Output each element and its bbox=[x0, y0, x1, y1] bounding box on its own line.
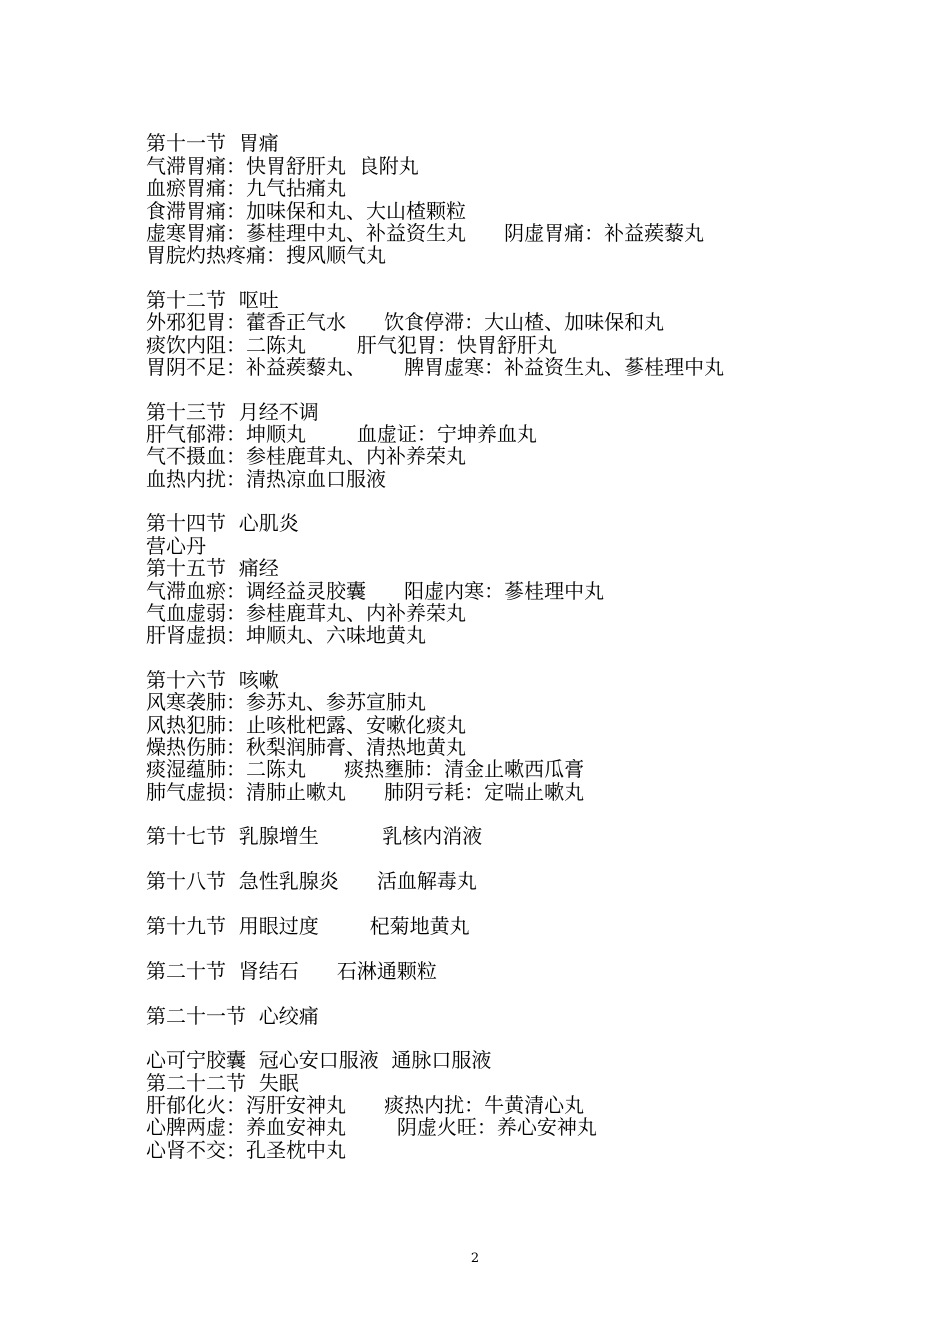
section-13-heading: 第十三节 月经不调 bbox=[146, 400, 319, 424]
section-18-heading: 第十八节 急性乳腺炎 活血解毒丸 bbox=[146, 869, 477, 893]
section-20-heading: 第二十节 肾结石 石淋通颗粒 bbox=[146, 959, 437, 983]
text-line: 虚寒胃痛：蔘桂理中丸、补益资生丸 阴虚胃痛：补益蒺藜丸 bbox=[146, 221, 705, 245]
text-line: 气不摄血：参桂鹿茸丸、内补养荣丸 bbox=[146, 444, 466, 468]
text-line: 食滞胃痛：加味保和丸、大山楂颗粒 bbox=[146, 199, 466, 223]
section-22-heading: 第二十二节 失眠 bbox=[146, 1071, 299, 1095]
text-line: 燥热伤肺：秋梨润肺膏、清热地黄丸 bbox=[146, 735, 466, 759]
text-line: 痰饮内阻：二陈丸 肝气犯胃：快胃舒肝丸 bbox=[146, 333, 557, 357]
text-line: 胃脘灼热疼痛：搜风顺气丸 bbox=[146, 243, 386, 267]
text-line: 营心丹 bbox=[146, 534, 206, 558]
section-21-heading: 第二十一节 心绞痛 bbox=[146, 1004, 319, 1028]
text-line: 风寒袭肺：参苏丸、参苏宣肺丸 bbox=[146, 690, 426, 714]
page-number: 2 bbox=[470, 1251, 480, 1266]
text-line: 气血虚弱：参桂鹿茸丸、内补养荣丸 bbox=[146, 601, 466, 625]
text-line: 心脾两虚：养血安神丸 阴虚火旺：养心安神丸 bbox=[146, 1115, 597, 1139]
section-11-heading: 第十一节 胃痛 bbox=[146, 131, 279, 155]
text-line: 心可宁胶囊 冠心安口服液 通脉口服液 bbox=[146, 1048, 492, 1072]
section-15-heading: 第十五节 痛经 bbox=[146, 556, 279, 580]
section-12-heading: 第十二节 呕吐 bbox=[146, 288, 279, 312]
text-line: 肝气郁滞：坤顺丸 血虚证：宁坤养血丸 bbox=[146, 422, 537, 446]
text-line: 血瘀胃痛：九气拈痛丸 bbox=[146, 176, 346, 200]
text-line: 风热犯肺：止咳枇杷露、安嗽化痰丸 bbox=[146, 713, 466, 737]
section-16-heading: 第十六节 咳嗽 bbox=[146, 668, 279, 692]
section-17-heading: 第十七节 乳腺增生 乳核内消液 bbox=[146, 824, 483, 848]
text-line: 心肾不交：孔圣枕中丸 bbox=[146, 1138, 346, 1162]
text-line: 肺气虚损：清肺止嗽丸 肺阴亏耗：定喘止嗽丸 bbox=[146, 780, 585, 804]
text-line: 肝郁化火：泻肝安神丸 痰热内扰：牛黄清心丸 bbox=[146, 1093, 585, 1117]
text-line: 气滞胃痛：快胃舒肝丸 良附丸 bbox=[146, 154, 419, 178]
section-14-heading: 第十四节 心肌炎 bbox=[146, 511, 299, 535]
text-line: 痰湿蕴肺：二陈丸 痰热壅肺：清金止嗽西瓜膏 bbox=[146, 757, 585, 781]
text-line: 气滞血瘀：调经益灵胶囊 阳虚内寒：蔘桂理中丸 bbox=[146, 579, 605, 603]
text-line: 外邪犯胃：藿香正气水 饮食停滞：大山楂、加味保和丸 bbox=[146, 310, 665, 334]
text-line: 胃阴不足：补益蒺藜丸、 脾胃虚寒：补益资生丸、蔘桂理中丸 bbox=[146, 355, 725, 379]
text-line: 血热内扰：清热凉血口服液 bbox=[146, 467, 386, 491]
section-19-heading: 第十九节 用眼过度 杞菊地黄丸 bbox=[146, 914, 470, 938]
text-line: 肝肾虚损：坤顺丸、六味地黄丸 bbox=[146, 623, 426, 647]
